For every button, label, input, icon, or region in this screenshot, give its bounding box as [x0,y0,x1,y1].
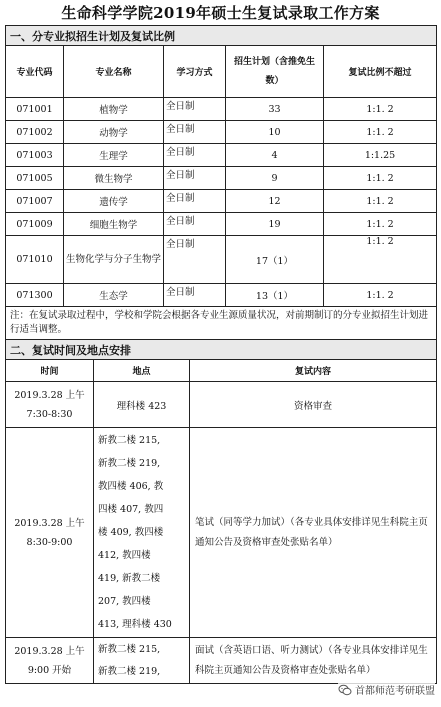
cell-mode: 全日制 [164,190,226,213]
cell-plan: 19 [226,213,324,236]
cell-code: 071009 [6,213,64,236]
cell-name: 遗传学 [64,190,164,213]
col-header-name: 专业名称 [64,46,164,98]
cell-ratio: 1:1. 2 [324,98,437,121]
cell-place [94,638,190,684]
cell-code: 071002 [6,121,64,144]
table-row [6,236,437,284]
cell-place [94,382,190,428]
table-row [6,190,437,213]
cell-time [6,638,94,684]
time-line: 2019.3.28 上午 [14,517,85,529]
table-row [6,98,437,121]
place-line: 新教二楼 215, [98,643,161,655]
cell-mode: 全日制 [164,144,226,167]
plan-note: 注：在复试录取过程中，学校和学院会根据各专业生源质量状况，对前期制订的分专业拟招生计划进行适当调整。 [6,307,437,340]
cell-plan: 13（1） [226,284,324,307]
col-header-content: 复试内容 [190,360,437,382]
col-header-plan: 招生计划（含推免生数） [226,46,324,98]
cell-ratio: 1:1.25 [324,144,437,167]
place-line: 新教二楼 215, [98,435,161,446]
place-line: 419, 新教二楼 [98,573,161,584]
cell-mode: 全日制 [164,284,226,307]
place-line: 413, 理科楼 430 [98,619,172,630]
section2-heading-row [6,340,437,360]
cell-code: 071007 [6,190,64,213]
schedule-table [5,339,437,684]
time-line: 8:30-9:00 [26,536,73,548]
cell-plan: 4 [226,144,324,167]
place-line: 新教二楼 219, [98,458,161,469]
time-line: 2019.3.28 上午 [14,389,85,401]
cell-content: 笔试（同等学力加试）（各专业具体安排详见生科院主页通知公告及资格审查处张贴名单） [190,428,437,638]
cell-ratio: 1:1. 2 [324,190,437,213]
place-line: 207, 教四楼 [98,596,151,607]
cell-ratio: 1:1. 2 [324,121,437,144]
cell-name: 生理学 [64,144,164,167]
note-row [6,307,437,340]
cell-mode: 全日制 [164,98,226,121]
cell-place [94,428,190,638]
cell-code: 071300 [6,284,64,307]
cell-code: 071001 [6,98,64,121]
cell-plan: 12 [226,190,324,213]
table-row [6,167,437,190]
cell-name: 植物学 [64,98,164,121]
cell-name: 生态学 [64,284,164,307]
table-row [6,284,437,307]
schedule-header-row [6,360,437,382]
cell-plan: 9 [226,167,324,190]
table-row [6,144,437,167]
time-line: 2019.3.28 上午 [14,645,85,657]
cell-ratio: 1:1. 2 [324,284,437,307]
cell-name: 微生物学 [64,167,164,190]
col-header-place: 地点 [94,360,190,382]
table-row [6,428,437,638]
col-header-ratio: 复试比例不超过 [324,46,437,98]
cell-plan: 17（1） [226,236,324,284]
wechat-icon [338,683,352,697]
cell-code: 071005 [6,167,64,190]
cell-ratio: 1:1. 2 [324,213,437,236]
place-line: 四楼 407, 教四 [98,504,164,515]
page-title: 生命科学学院2019年硕士生复试录取工作方案 [61,4,380,22]
section2-heading: 二、复试时间及地点安排 [6,340,437,360]
cell-name: 动物学 [64,121,164,144]
cell-code: 071003 [6,144,64,167]
cell-time [6,382,94,428]
cell-content: 面试（含英语口语、听力测试）（各专业具体安排详见生科院主页通知公告及资格审查处张贴名单） [190,638,437,684]
cell-content: 资格审查 [190,382,437,428]
table-row [6,213,437,236]
cell-mode: 全日制 [164,121,226,144]
watermark-text: 首都师范考研联盟 [355,686,435,697]
cell-mode: 全日制 [164,236,226,284]
place-line: 412, 教四楼 [98,550,151,561]
section1-heading: 一、分专业拟招生计划及复试比例 [6,26,437,46]
table-row [6,382,437,428]
plan-table [5,25,437,340]
time-line: 9:00 开始 [27,664,72,676]
section1-heading-row [6,26,437,46]
time-line: 7:30-8:30 [26,408,73,420]
cell-plan: 10 [226,121,324,144]
table-row [6,638,437,684]
cell-code: 071010 [6,236,64,284]
col-header-code: 专业代码 [6,46,64,98]
watermark [338,682,435,697]
col-header-mode: 学习方式 [164,46,226,98]
place-line: 楼 409, 教四楼 [98,527,164,538]
place-line: 教四楼 406, 教 [98,481,164,492]
place-line: 新教二楼 219, [98,665,161,677]
cell-mode: 全日制 [164,213,226,236]
table-row [6,121,437,144]
document-body [5,25,436,684]
place-line: 理科楼 423 [116,400,167,412]
cell-name: 细胞生物学 [64,213,164,236]
cell-mode: 全日制 [164,167,226,190]
cell-name: 生物化学与分子生物学 [64,236,164,284]
cell-ratio: 1:1. 2 [324,236,437,284]
cell-time [6,428,94,638]
cell-ratio: 1:1. 2 [324,167,437,190]
col-header-time: 时间 [6,360,94,382]
cell-plan: 33 [226,98,324,121]
plan-header-row [6,46,437,98]
